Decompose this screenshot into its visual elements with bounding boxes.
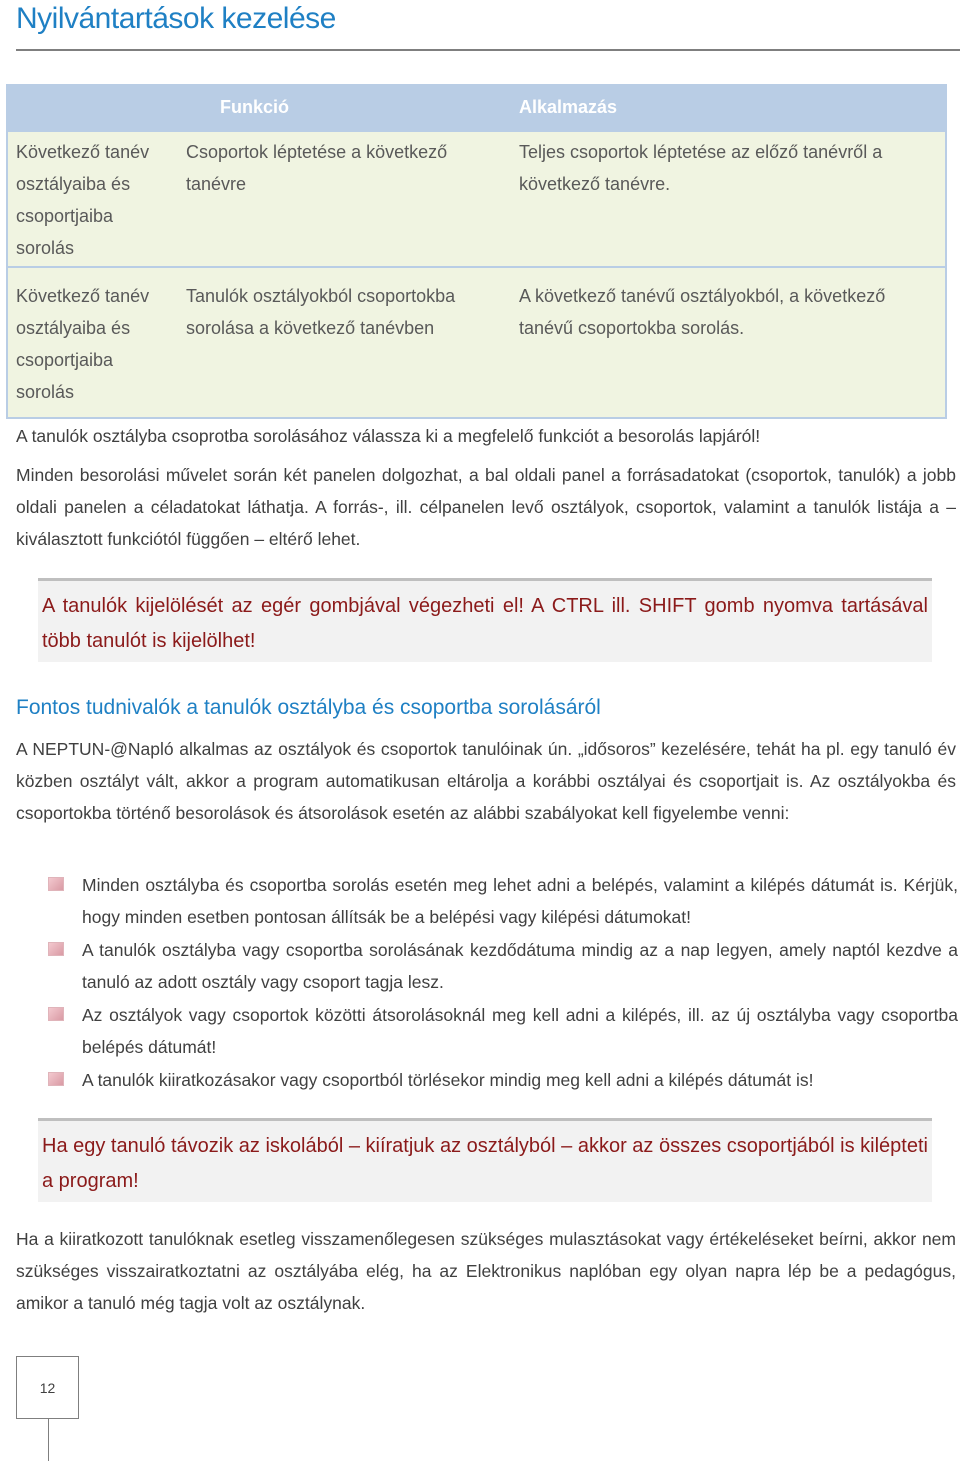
row-application: Teljes csoportok léptetése az előző tanévről a következő tanévre. xyxy=(519,142,883,194)
page-number-box xyxy=(16,1356,79,1419)
bullet-square-icon xyxy=(48,1007,64,1021)
row-label: Következő tanév osztályaiba és csoportjaiba sorolás xyxy=(16,142,150,258)
list-item xyxy=(48,1064,958,1096)
page-number: 12 xyxy=(39,1379,56,1396)
paragraph-panels: Minden besorolási művelet során két panelen dolgozhat, a bal oldali panel a forrásadatokat (csoportok, tanulók) a jobb oldali panelen a céladatokat láthatja. A forrás-, ill. célpanelen levő osztályok, csoportok, valamint a tanulók listája a – kiválasztott funkciótól függően – eltérő lehet. xyxy=(16,465,956,549)
row-application: A következő tanévű osztályokból, a következő tanévű csoportokba sorolás. xyxy=(519,286,886,338)
section-heading: Fontos tudnivalók a tanulók osztályba és csoportba sorolásáról xyxy=(16,696,601,719)
note-leaving: Ha egy tanuló távozik az iskolából – kiíratjuk az osztályból – akkor az összes csoportjából is kilépteti a program! xyxy=(38,1118,932,1202)
title-divider xyxy=(16,49,960,51)
function-table xyxy=(6,84,947,419)
table-header xyxy=(8,86,945,132)
bullet-square-icon xyxy=(48,1072,64,1086)
header-application: Alkalmazás xyxy=(519,97,618,117)
paragraph-retroactive: Ha a kiiratkozott tanulóknak esetleg visszamenőlegesen szükséges mulasztásokat vagy értékeléseket beírni, akkor nem szükséges visszairatkoztatni az osztályába elég, ha az Elektronikus naplóban egy olyan napra lép be a pedagógus, amikor a tanuló még tagja volt az osztálynak. xyxy=(16,1229,956,1313)
note-selection: A tanulók kijelölését az egér gombjával végezheti el! A CTRL ill. SHIFT gomb nyomva tartásával több tanulót is kijelölhet! xyxy=(38,578,932,662)
table-row xyxy=(8,132,945,268)
paragraph-rules-intro: A NEPTUN-@Napló alkalmas az osztályok és csoportok tanulóinak ún. „idősoros” kezelésére, tehát ha pl. egy tanuló év közben osztályt vált, akkor a program automatikusan eltárolja a korábbi osztályai és csoportjait is. Az osztályokba és csoportokba történő besorolások és átsorolások esetén az alábbi szabályokat kell figyelembe venni: xyxy=(16,739,956,823)
list-item-text: Az osztályok vagy csoportok közötti átsorolásoknál meg kell adni a kilépés, ill. az új osztályba vagy csoportba belépés dátumát! xyxy=(82,1005,958,1057)
list-item xyxy=(48,869,958,933)
row-function: Csoportok léptetése a következő tanévre xyxy=(186,142,448,194)
page-number-line xyxy=(48,1419,49,1461)
header-function: Funkció xyxy=(220,97,290,117)
rules-list xyxy=(48,869,958,1097)
bullet-square-icon xyxy=(48,877,64,891)
list-item-text: A tanulók osztályba vagy csoportba sorolásának kezdődátuma mindig az a nap legyen, amely naptól kezdve a tanuló az adott osztály vagy csoport tagja lesz. xyxy=(82,940,958,992)
list-item xyxy=(48,934,958,998)
row-function: Tanulók osztályokból csoportokba sorolása a következő tanévben xyxy=(186,286,456,338)
list-item xyxy=(48,999,958,1063)
row-label: Következő tanév osztályaiba és csoportjaiba sorolás xyxy=(16,286,150,402)
list-item-text: A tanulók kiiratkozásakor vagy csoportból törlésekor mindig meg kell adni a kilépés dátumát is! xyxy=(82,1070,814,1090)
bullet-square-icon xyxy=(48,942,64,956)
paragraph-instruction: A tanulók osztályba csoprotba sorolásához válassza ki a megfelelő funkciót a besorolás lapjáról! xyxy=(16,426,761,446)
list-item-text: Minden osztályba és csoportba sorolás esetén meg lehet adni a belépés, valamint a kilépés dátumát is. Kérjük, hogy minden esetben pontosan állítsák be a belépési vagy kilépési dátumokat! xyxy=(82,875,958,927)
page-title: Nyilvántartások kezelése xyxy=(16,2,336,35)
table-row xyxy=(8,268,945,417)
